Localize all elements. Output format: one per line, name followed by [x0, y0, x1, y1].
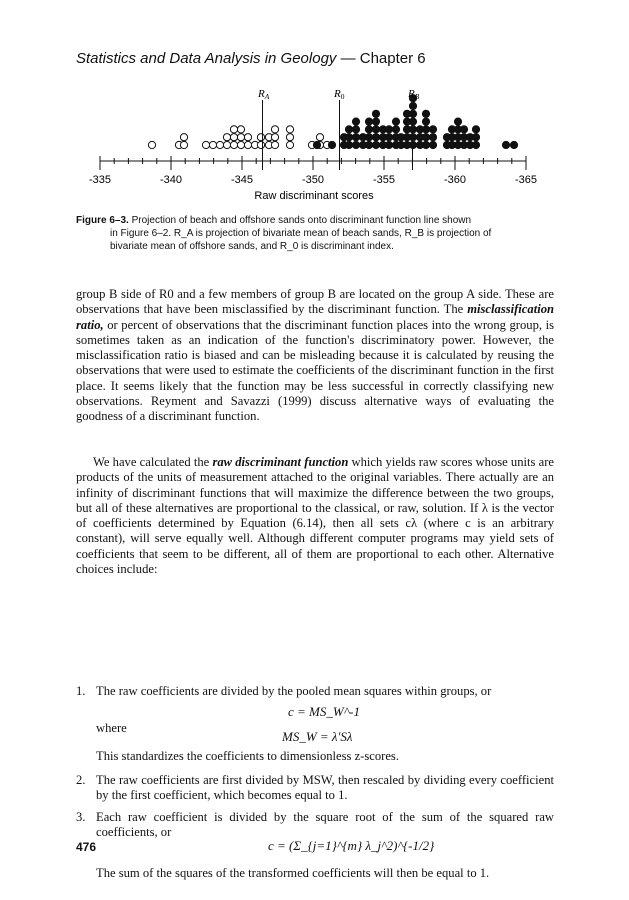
beach-sand-point	[180, 141, 187, 148]
paragraph-1: group B side of R0 and a few members of group B are located on the group A side. These are observations that have been misclassified by the discriminant function. The misclassification ratio, or percent of observations that the discriminant function places into the wrong group, is sometimes taken as an indication of the function's discriminatory power. However, the misclassification ratio is biased and can be misleading because it is calculated by reusing the observations that were used to estimate the coefficients of the discriminant function in the first place. It seems likely that the function may be less successful in correctly classifying new observations. Reyment and Savazzi (1999) discuss alternative ways of evaluating the goodness of a discriminant function.	[76, 287, 554, 424]
tick-label: -350	[301, 174, 325, 186]
offshore-sand-point	[422, 118, 429, 125]
x-axis-tick-labels	[89, 174, 537, 186]
beach-sand-point	[286, 134, 293, 141]
equation-c-ms	[288, 704, 360, 720]
beach-sand-point	[148, 141, 155, 148]
beach-sand-point	[271, 141, 278, 148]
page-number: 476	[76, 840, 97, 854]
where-label: where	[96, 721, 127, 735]
equation-sum-squares	[268, 838, 434, 854]
beach-sand-point	[257, 134, 264, 141]
offshore-sand-point	[385, 141, 392, 148]
offshore-sand-point	[328, 141, 335, 148]
offshore-sand-point	[365, 141, 372, 148]
offshore-sand-point	[345, 126, 352, 133]
offshore-sand-point	[372, 110, 379, 117]
book-title: Statistics and Data Analysis in Geology	[76, 50, 337, 67]
figure-caption	[76, 214, 550, 253]
offshore-sand-point	[372, 118, 379, 125]
offshore-sand-point	[392, 126, 399, 133]
beach-sand-point	[209, 141, 216, 148]
beach-sand-point	[230, 134, 237, 141]
beach-sand-point	[230, 141, 237, 148]
equation-1-text: c = MS_W^-1	[288, 704, 361, 719]
head-dash: —	[336, 50, 360, 67]
offshore-sand-point	[422, 126, 429, 133]
offshore-sand-point	[352, 126, 359, 133]
offshore-sand-point	[372, 134, 379, 141]
tick-label: -335	[88, 174, 112, 186]
offshore-sand-point	[510, 141, 517, 148]
chapter-label: Chapter 6	[359, 50, 426, 67]
beach-sand-point	[286, 126, 293, 133]
beach-sand-point	[286, 141, 293, 148]
tick-label: -355	[372, 174, 396, 186]
offshore-sand-point	[365, 118, 372, 125]
tick-label: -360	[443, 174, 467, 186]
beach-sand-point	[230, 126, 237, 133]
r0-label: R0	[334, 88, 345, 101]
offshore-sand-point	[385, 126, 392, 133]
beach-sand-point	[271, 134, 278, 141]
offshore-sand-point	[345, 134, 352, 141]
offshore-sand-point	[429, 141, 436, 148]
offshore-sand-point	[385, 134, 392, 141]
beach-sand-point	[244, 141, 251, 148]
beach-sand-point	[223, 141, 230, 148]
offshore-sand-point	[429, 126, 436, 133]
x-axis-label: Raw discriminant scores	[254, 190, 374, 202]
rb-label: RB	[408, 88, 420, 101]
caption-line-2: in Figure 6–2. R_A is projection of bivariate mean of beach sands, R_B is projection of	[110, 228, 492, 239]
offshore-sand-point	[352, 134, 359, 141]
beach-sand-point	[257, 141, 264, 148]
beach-sand-point	[216, 141, 223, 148]
offshore-sand-point	[472, 134, 479, 141]
offshore-sand-point	[365, 134, 372, 141]
offshore-sand-point	[372, 126, 379, 133]
term-misclassification-ratio: misclassification ratio,	[76, 302, 554, 332]
offshore-sand-point	[313, 141, 320, 148]
offshore-sand-point	[454, 118, 461, 125]
offshore-sand-point	[365, 126, 372, 133]
tick-label: -365	[514, 174, 538, 186]
beach-sand-point	[237, 134, 244, 141]
offshore-sand-point	[460, 126, 467, 133]
offshore-sand-point	[429, 134, 436, 141]
figure-dot-plot	[0, 0, 629, 210]
data-points	[148, 95, 517, 149]
beach-sand-point	[244, 134, 251, 141]
offshore-sand-point	[422, 110, 429, 117]
paragraph-2: We have calculated the raw discriminant function which yields raw scores whose units are products of the units of measurement attached to the original variables. There actually are an infinity of discriminant functions that will maximize the difference between the two groups, but all of these alternatives are proportional to the classical, or raw, solution. If λ is the vector of coefficients determined by Equation (6.14), then all sets cλ (where c is an arbitrary constant), will serve equally well. Although different computer programs may yield sets of coefficients that seem to be different, all of them are proportional to each other. Alternative choices include:	[76, 455, 554, 577]
after-item-3: The sum of the squares of the transformed coefficients will then be equal to 1.	[96, 866, 490, 880]
ra-label: RA	[258, 88, 270, 101]
term-raw-discriminant-function: raw discriminant function	[212, 455, 349, 469]
tick-label: -340	[159, 174, 183, 186]
beach-sand-point	[180, 134, 187, 141]
caption-line-1: Projection of beach and offshore sands onto discriminant function line shown	[131, 215, 472, 226]
offshore-sand-point	[472, 141, 479, 148]
equation-msw	[282, 729, 353, 745]
beach-sand-point	[223, 134, 230, 141]
tick-label: -345	[230, 174, 254, 186]
equation-3-text: c = (Σ_{j=1}^{m} λ_j^2)^{-1/2}	[268, 838, 435, 853]
equation-2-text: MS_W = λ′Sλ	[282, 729, 353, 744]
beach-sand-point	[271, 126, 278, 133]
offshore-sand-point	[345, 141, 352, 148]
offshore-sand-point	[352, 118, 359, 125]
beach-sand-point	[237, 126, 244, 133]
offshore-sand-point	[422, 141, 429, 148]
x-axis-ticks	[100, 156, 526, 170]
offshore-sand-point	[372, 141, 379, 148]
after-item-1: This standardizes the coefficients to dimensionless z-scores.	[96, 749, 399, 763]
caption-line-3: bivariate mean of offshore sands, and R_0 is discriminant index.	[110, 241, 394, 252]
offshore-sand-point	[502, 141, 509, 148]
offshore-sand-point	[352, 141, 359, 148]
caption-label: Figure 6–3.	[76, 215, 129, 226]
beach-sand-point	[316, 134, 323, 141]
beach-sand-point	[237, 141, 244, 148]
beach-sand-point	[202, 141, 209, 148]
offshore-sand-point	[472, 126, 479, 133]
offshore-sand-point	[392, 118, 399, 125]
offshore-sand-point	[422, 134, 429, 141]
